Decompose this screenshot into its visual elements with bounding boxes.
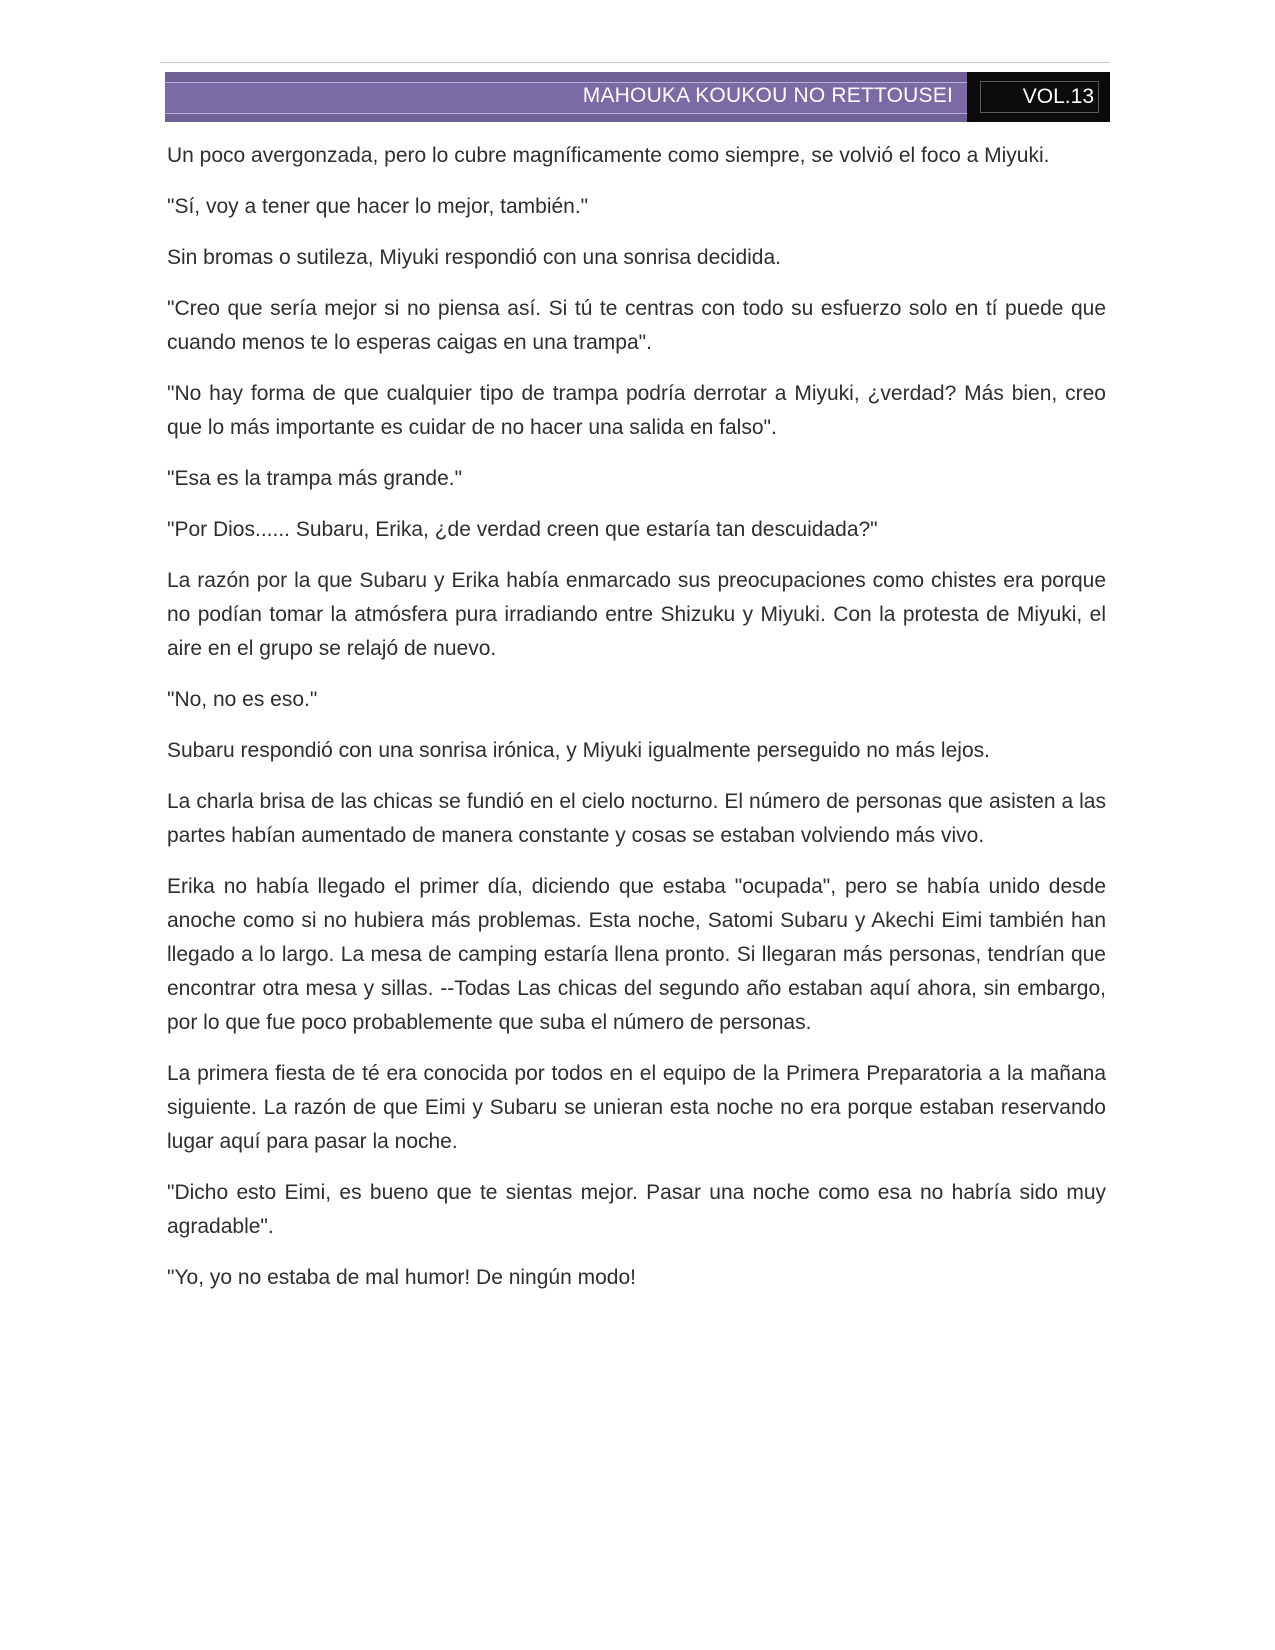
paragraph: La primera fiesta de té era conocida por todos en el equipo de la Primera Preparatoria a la mañana siguiente. La razón de que Eimi y Subaru se unieran esta noche no era porque estaban reservando lugar aquí para pasar la noche. [167, 1062, 1106, 1153]
paragraph: Erika no había llegado el primer día, diciendo que estaba "ocupada", pero se había unido desde anoche como si no hubiera más problemas. Esta noche, Satomi Subaru y Akechi Eimi también han llegado a lo largo. La mesa de camping estaría llena pronto. Si llegaran más personas, tendrían que encontrar otra mesa y sillas. --Todas Las chicas del segundo año estaban aquí ahora, sin embargo, por lo que fue poco probablemente que suba el número de personas. [167, 875, 1106, 1034]
book-title: MAHOUKA KOUKOU NO RETTOUSEI [582, 84, 953, 107]
paragraph: "Creo que sería mejor si no piensa así. Si tú te centras con todo su esfuerzo solo en tí puede que cuando menos te lo esperas caigas en una trampa". [167, 297, 1106, 354]
header-purple-band [165, 72, 967, 122]
page-text [167, 139, 1106, 1312]
paragraph: "Esa es la trampa más grande." [167, 467, 463, 490]
paragraph: Sin bromas o sutileza, Miyuki respondió con una sonrisa decidida. [167, 246, 781, 269]
paragraph: La razón por la que Subaru y Erika había enmarcado sus preocupaciones como chistes era porque no podían tomar la atmósfera pura irradiando entre Shizuku y Miyuki. Con la protesta de Miyuki, el aire en el grupo se relajó de nuevo. [167, 569, 1106, 660]
header-bar [165, 72, 1110, 122]
volume-label: VOL.13 [980, 81, 1099, 113]
paragraph: "Dicho esto Eimi, es bueno que te sientas mejor. Pasar una noche como esa no habría sido muy agradable". [167, 1181, 1106, 1238]
paragraph: Un poco avergonzada, pero lo cubre magníficamente como siempre, se volvió el foco a Miyuki. [167, 144, 1050, 167]
paragraph: "No, no es eso." [167, 688, 318, 711]
paragraph: Subaru respondió con una sonrisa irónica, y Miyuki igualmente perseguido no más lejos. [167, 739, 990, 762]
header-top-rule [160, 62, 1110, 63]
volume-badge [967, 72, 1110, 122]
paragraph: "Yo, yo no estaba de mal humor! De ningún modo! [167, 1266, 636, 1289]
paragraph: "Por Dios...... Subaru, Erika, ¿de verdad creen que estaría tan descuidada?" [167, 518, 878, 541]
paragraph: "No hay forma de que cualquier tipo de trampa podría derrotar a Miyuki, ¿verdad? Más bien, creo que lo más importante es cuidar de no hacer una salida en falso". [167, 382, 1106, 439]
paragraph: La charla brisa de las chicas se fundió en el cielo nocturno. El número de personas que asisten a las partes habían aumentado de manera constante y cosas se estaban volviendo más vivo. [167, 790, 1106, 847]
paragraph: "Sí, voy a tener que hacer lo mejor, también." [167, 195, 589, 218]
